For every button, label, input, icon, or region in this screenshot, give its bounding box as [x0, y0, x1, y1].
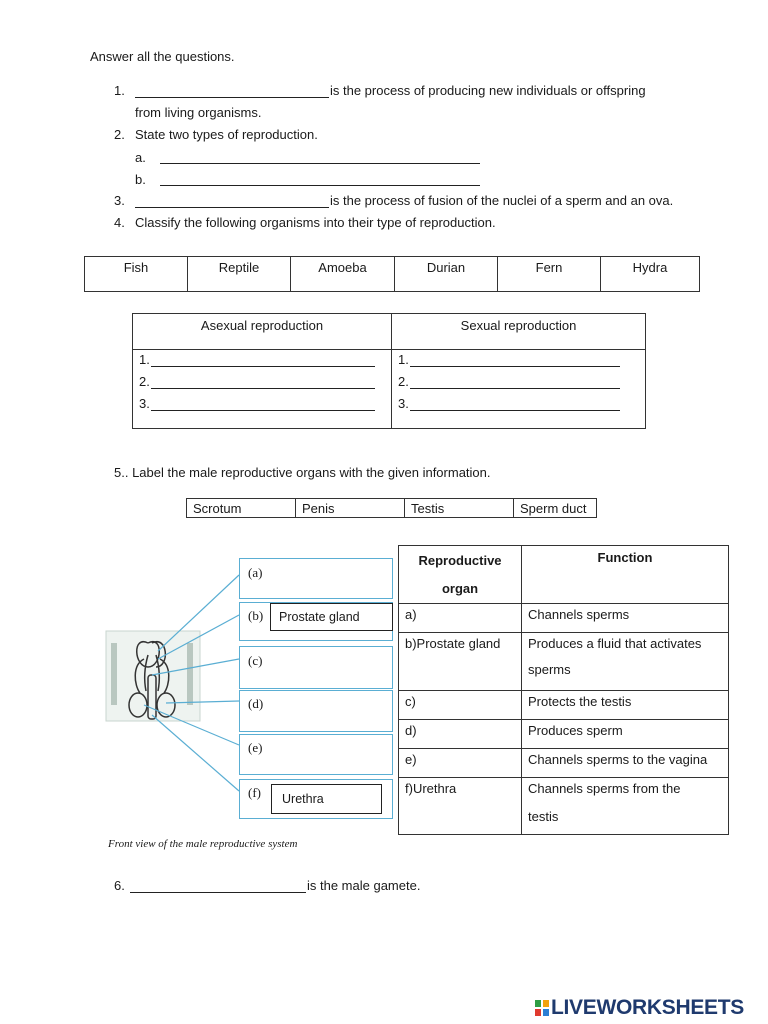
organism-cell: Hydra: [601, 257, 700, 292]
asexual-answers: [133, 350, 392, 429]
label-b: (b): [248, 608, 264, 623]
liveworksheets-brand: LIVEWORKSHEETS: [551, 996, 744, 1019]
organ-cell-e[interactable]: e): [399, 749, 522, 778]
asexual-num-1: 1.: [139, 352, 150, 367]
sexual-header: Sexual reproduction: [392, 314, 646, 350]
function-line1: Produces a fluid that activates: [528, 636, 702, 651]
liveworksheets-logo: [535, 996, 744, 1020]
instructions: Answer all the questions.: [90, 49, 235, 64]
q3-number: 3.: [114, 193, 125, 208]
asexual-blank-2[interactable]: [151, 388, 375, 389]
organ-header: [399, 546, 522, 604]
q4-text: Classify the following organisms into their type of reproduction.: [135, 215, 496, 230]
answer-f[interactable]: Urethra: [271, 784, 382, 814]
organism-cell: Fern: [498, 257, 601, 292]
organs-table: [186, 498, 597, 518]
asexual-num-3: 3.: [139, 396, 150, 411]
q6-blank[interactable]: [130, 892, 306, 893]
q2-number: 2.: [114, 127, 125, 142]
organ-cell-d[interactable]: d): [399, 720, 522, 749]
q1-text-cont: from living organisms.: [135, 105, 262, 120]
sexual-blank-3[interactable]: [410, 410, 620, 411]
q1-text: is the process of producing new individuals or offspring: [330, 83, 646, 98]
function-line2: testis: [528, 809, 559, 824]
organ-cell-a[interactable]: a): [399, 604, 522, 633]
sexual-num-3: 3.: [398, 396, 409, 411]
function-header: Function: [522, 546, 729, 604]
q1-blank[interactable]: [135, 97, 329, 98]
q2-a-blank[interactable]: [160, 163, 480, 164]
function-cell: Protects the testis: [522, 691, 729, 720]
q6-number: 6.: [114, 878, 125, 893]
organ-header-line1: Reproductive: [418, 552, 502, 568]
q6-text: is the male gamete.: [307, 878, 421, 893]
q2-b-blank[interactable]: [160, 185, 480, 186]
function-cell: [522, 778, 729, 835]
q5-text: 5.. Label the male reproductive organs with the given information.: [114, 465, 491, 480]
q2-b-label: b.: [135, 172, 146, 187]
organ-header-line2: organ: [441, 580, 479, 596]
q4-number: 4.: [114, 215, 125, 230]
liveworksheets-logo-icon: [535, 1000, 549, 1016]
function-line2: sperms: [528, 662, 571, 677]
organism-cell: Amoeba: [291, 257, 395, 292]
function-cell: Channels sperms to the vagina: [522, 749, 729, 778]
organ-cell: Scrotum: [187, 499, 296, 518]
sexual-num-2: 2.: [398, 374, 409, 389]
function-cell: Produces sperm: [522, 720, 729, 749]
organ-cell: Penis: [296, 499, 405, 518]
label-f: (f): [248, 785, 261, 800]
label-a: (a): [248, 565, 263, 580]
label-e: (e): [248, 740, 263, 755]
label-c: (c): [248, 653, 263, 668]
sexual-blank-2[interactable]: [410, 388, 620, 389]
q3-text: is the process of fusion of the nuclei of a sperm and an ova.: [330, 193, 674, 208]
classification-table: [132, 313, 646, 429]
q1-number: 1.: [114, 83, 125, 98]
asexual-header: Asexual reproduction: [133, 314, 392, 350]
organisms-table: [84, 256, 700, 292]
function-line1: Channels sperms from the: [528, 781, 681, 796]
sexual-blank-1[interactable]: [410, 366, 620, 367]
function-cell: [522, 633, 729, 691]
organ-cell-c[interactable]: c): [399, 691, 522, 720]
diagram-caption: Front view of the male reproductive system: [108, 838, 298, 850]
function-cell: Channels sperms: [522, 604, 729, 633]
organism-cell: Reptile: [188, 257, 291, 292]
asexual-num-2: 2.: [139, 374, 150, 389]
sexual-answers: [392, 350, 646, 429]
organism-cell: Fish: [85, 257, 188, 292]
asexual-blank-3[interactable]: [151, 410, 375, 411]
organ-cell-b[interactable]: b)Prostate gland: [399, 633, 522, 691]
asexual-blank-1[interactable]: [151, 366, 375, 367]
q2-a-label: a.: [135, 150, 146, 165]
organ-cell: Sperm duct: [514, 499, 597, 518]
organ-cell: Testis: [405, 499, 514, 518]
organ-cell-f[interactable]: f)Urethra: [399, 778, 522, 835]
q3-blank[interactable]: [135, 207, 329, 208]
sexual-num-1: 1.: [398, 352, 409, 367]
label-d: (d): [248, 696, 264, 711]
q2-text: State two types of reproduction.: [135, 127, 318, 142]
organism-cell: Durian: [395, 257, 498, 292]
function-table: [398, 545, 729, 835]
answer-b[interactable]: Prostate gland: [270, 603, 393, 631]
